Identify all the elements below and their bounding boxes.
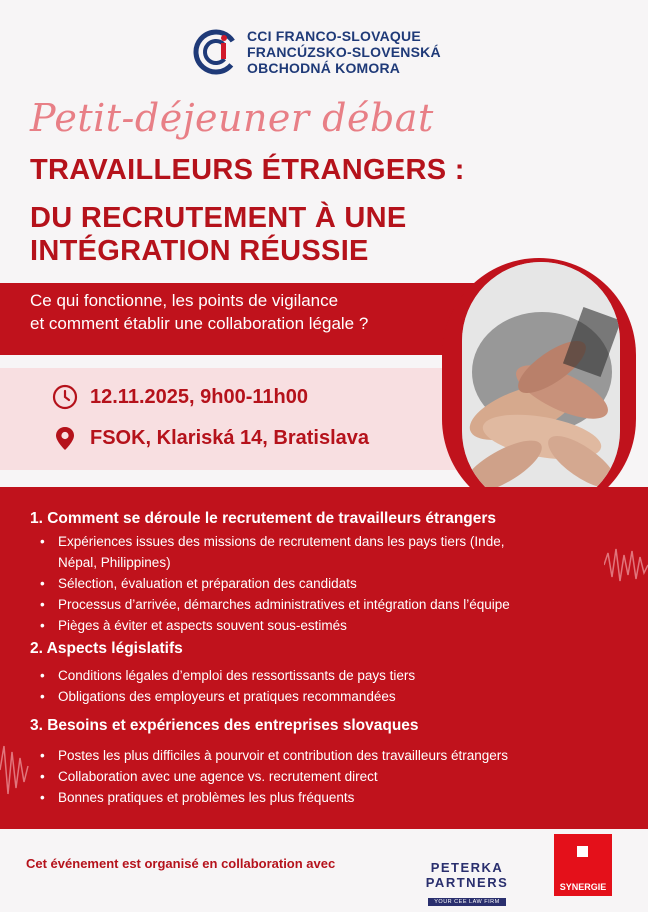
synergie-square-icon	[577, 846, 588, 857]
clock-icon	[52, 384, 78, 410]
logo-line-3: OBCHODNÁ KOMORA	[247, 60, 401, 76]
list-item: • Postes les plus difficiles à pourvoir et contribution des travailleurs étrangers	[38, 745, 508, 766]
list-item	[38, 552, 510, 573]
list-item: • Obligations des employeurs et pratiques recommandées	[38, 686, 415, 707]
event-location: FSOK, Klariská 14, Bratislava	[90, 426, 370, 449]
cci-logo	[193, 28, 441, 76]
peterka-tagline: YOUR CEE LAW FIRM	[428, 898, 505, 906]
section-title-2: 2. Aspects législatifs	[30, 640, 183, 657]
wave-decoration-icon	[604, 545, 648, 585]
logo-line-1: CCI FRANCO-SLOVAQUE	[247, 28, 421, 44]
list-item: • Conditions légales d’emploi des ressortissants de pays tiers	[38, 665, 415, 686]
section-1-list	[38, 531, 510, 636]
peterka-name: PETERKA PARTNERS	[425, 860, 509, 890]
wave-decoration-left-icon	[0, 740, 30, 800]
location-row	[52, 425, 369, 451]
list-item: • Bonnes pratiques et problèmes les plus fréquents	[38, 787, 508, 808]
section-title-3: 3. Besoins et expériences des entreprises slovaques	[30, 717, 419, 734]
list-item: • Processus d’arrivée, démarches administratives et intégration dans l’équipe	[38, 594, 510, 615]
section-2-list	[38, 665, 415, 707]
list-item: • Collaboration avec une agence vs. recrutement direct	[38, 766, 508, 787]
subtitle-line-2: et comment établir une collaboration légale ?	[30, 314, 369, 333]
date-row	[52, 384, 308, 410]
cci-logo-icon	[193, 29, 239, 75]
subtitle-line-1: Ce qui fonctionne, les points de vigilance	[30, 291, 339, 310]
event-title-line-1: TRAVAILLEURS ÉTRANGERS :	[30, 154, 465, 186]
logo-line-2: FRANCÚZSKO-SLOVENSKÁ	[247, 44, 441, 60]
event-subtitle	[30, 289, 368, 335]
synergie-logo	[554, 834, 612, 896]
event-title-line-2-text: DU RECRUTEMENT À UNE	[30, 202, 407, 234]
event-type: Petit-déjeuner débat	[30, 96, 434, 140]
event-date: 12.11.2025, 9h00-11h00	[90, 385, 308, 408]
footer-text: Cet événement est organisé en collaboration avec	[26, 856, 336, 871]
peterka-partners-logo	[396, 860, 538, 908]
hands-together-photo	[462, 262, 620, 510]
list-item-continuation: Népal, Philippines)	[58, 555, 171, 570]
list-item: • Pièges à éviter et aspects souvent sous-estimés	[38, 615, 510, 636]
location-pin-icon	[52, 425, 78, 451]
section-3-list	[38, 745, 508, 808]
event-title-line-3-text: INTÉGRATION RÉUSSIE	[30, 235, 369, 267]
list-item: • Sélection, évaluation et préparation des candidats	[38, 573, 510, 594]
logo-text	[247, 28, 441, 76]
synergie-name: SYNERGIE	[559, 882, 607, 892]
event-title-line-2	[30, 202, 407, 268]
hands-illustration	[462, 262, 620, 510]
section-title-1: 1. Comment se déroule le recrutement de travailleurs étrangers	[30, 510, 497, 527]
list-item: • Expériences issues des missions de recrutement dans les pays tiers (Inde,	[38, 531, 510, 552]
